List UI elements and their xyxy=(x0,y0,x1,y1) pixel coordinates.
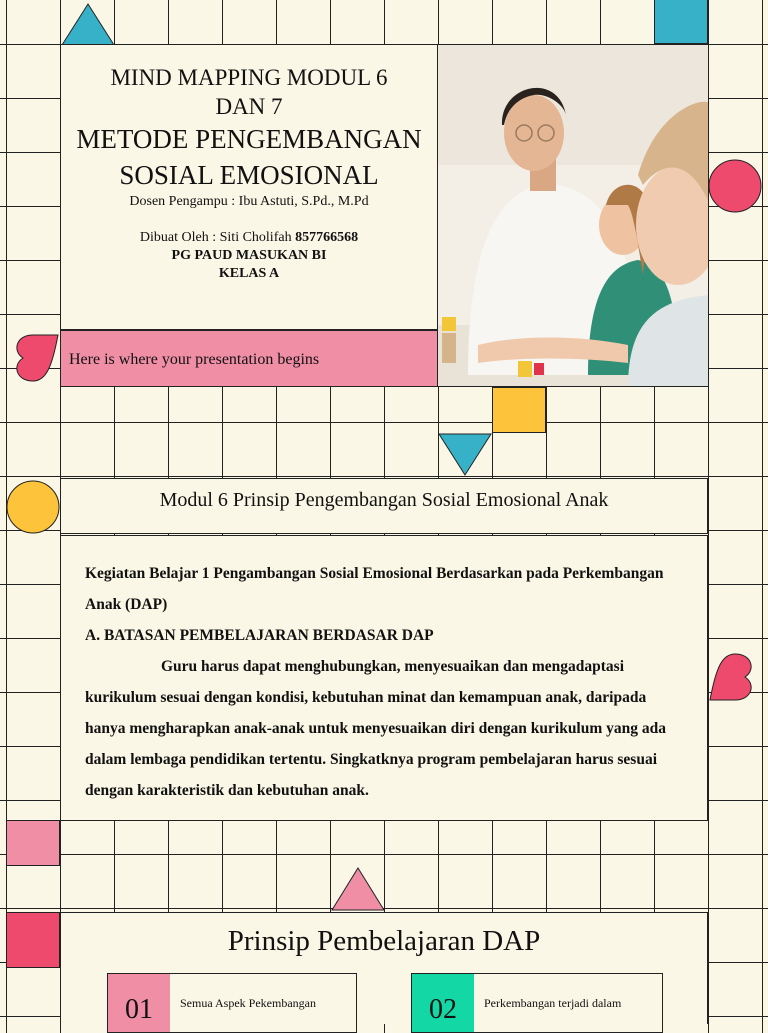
teal-triangle-down-icon xyxy=(437,432,493,478)
title-panel xyxy=(60,44,438,330)
dap-card-2 xyxy=(411,973,663,1033)
dap-card-number: 01 xyxy=(108,974,170,1032)
kb-title: Kegiatan Belajar 1 Pengambangan Sosial Emosional Berdasarkan pada Perkembangan Anak (DAP) xyxy=(85,565,664,613)
title-line1: MIND MAPPING MODUL 6 DAN 7 xyxy=(110,65,388,119)
dap-card-number: 02 xyxy=(412,974,474,1032)
module-content-panel xyxy=(60,535,708,821)
pink-square-icon xyxy=(6,820,60,866)
teal-square-icon xyxy=(654,0,708,44)
section-heading: A. BATASAN PEMBELAJARAN BERDASAR DAP xyxy=(85,627,434,644)
dap-panel xyxy=(60,912,708,1024)
heart-icon xyxy=(6,331,60,385)
module-title-panel xyxy=(60,478,708,534)
pink-triangle-icon xyxy=(330,866,386,912)
yellow-circle-icon xyxy=(5,479,61,535)
tagline-bar xyxy=(60,330,438,387)
heart-right-icon xyxy=(708,650,764,704)
class: KELAS A xyxy=(218,266,280,281)
dap-title: Prinsip Pembelajaran DAP xyxy=(227,925,541,957)
teal-triangle-icon xyxy=(60,2,116,46)
yellow-square-icon xyxy=(492,387,546,433)
lecturer: Dosen Pengampu : Ibu Astuti, S.Pd., M.Pd xyxy=(129,194,369,209)
teacher-children-photo xyxy=(437,44,709,387)
magenta-circle-icon xyxy=(708,158,764,214)
tagline: Here is where your presentation begins xyxy=(69,351,320,368)
dap-card-text: Perkembangan terjadi dalam xyxy=(474,974,662,1032)
author xyxy=(61,229,437,247)
magenta-square-icon xyxy=(6,912,60,968)
module-title: Modul 6 Prinsip Pengembangan Sosial Emosional Anak xyxy=(159,489,609,511)
program: PG PAUD MASUKAN BI xyxy=(171,248,327,263)
dap-card-1 xyxy=(107,973,357,1033)
dap-card-text: Semua Aspek Pekembangan xyxy=(170,974,356,1032)
author-name: Dibuat Oleh : Siti Cholifah xyxy=(139,230,296,245)
section-paragraph: Guru harus dapat menghubungkan, menyesuaikan dan mengadaptasi kurikulum sesuai dengan kondisi, kebutuhan minat dan kemampuan anak, daripada hanya mengharapkan anak-anak untuk menyesuaikan diri dengan kurikulum yang ada dalam lembaga pendidikan tertentu. Singkatknya program pembelajaran harus sesuai dengan karakteristik dan kebutuhan anak. xyxy=(85,658,667,799)
author-id: 857766568 xyxy=(295,230,359,245)
title-line2: METODE PENGEMBANGAN SOSIAL EMOSIONAL xyxy=(76,124,422,190)
